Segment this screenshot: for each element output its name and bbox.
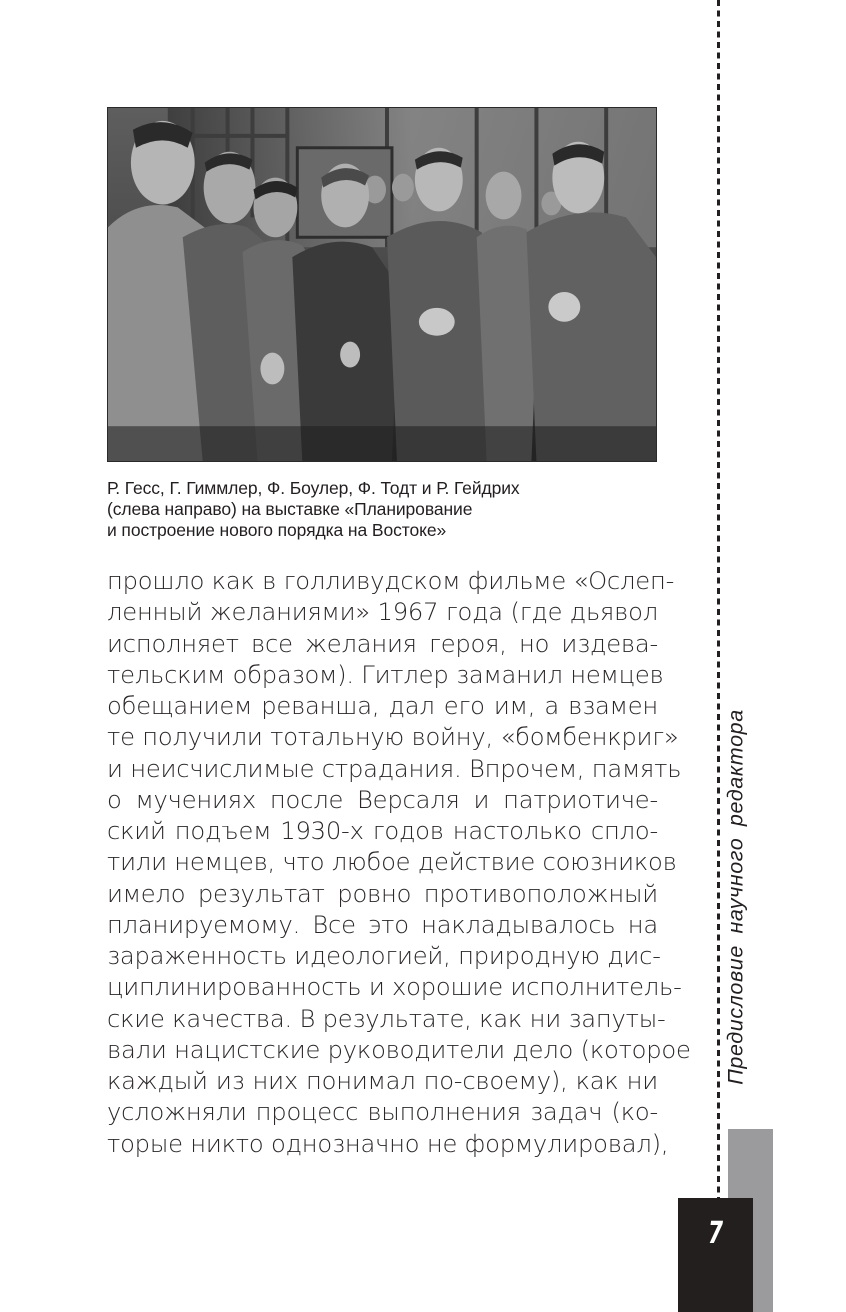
text-line: исполняет все желания героя, но издева- — [107, 629, 658, 658]
page-number: 7 — [707, 1216, 724, 1251]
caption-line: (слева направо) на выставке «Планирование — [107, 498, 473, 519]
body-paragraph — [107, 566, 691, 1160]
text-line: усложняли процесс выполнения задач (ко- — [107, 1098, 658, 1127]
text-line: планируемому. Все это накладывалось на — [107, 910, 658, 939]
archival-photo — [107, 107, 657, 462]
text-line: каждый из них понимал по-своему), как ни — [107, 1067, 658, 1095]
running-head: Предисловие научного редактора — [723, 709, 748, 1085]
text-line: обещанием реванша, дал его им, а взамен — [107, 692, 658, 720]
text-line: имело результат ровно противоположный — [107, 879, 658, 908]
text-line: тельским образом). Гитлер заманил немцев — [107, 660, 664, 689]
text-line: о мучениях после Версаля и патриотиче- — [107, 785, 658, 814]
photo-caption — [107, 478, 577, 540]
text-line: ский подъем 1930-х годов настолько спло- — [107, 817, 658, 845]
text-line: вали нацистские руководители дело (которое — [107, 1035, 691, 1064]
text-line: ские качества. В результате, как ни запуты- — [107, 1004, 666, 1033]
text-line: прошло как в голливудском фильме «Ослеп- — [107, 567, 675, 595]
page-number-box — [678, 1198, 753, 1312]
margin-dashed-rule — [717, 0, 720, 1198]
text-line: зараженность идеологией, природную дис- — [107, 942, 661, 970]
text-line: ленный желаниями» 1967 года (где дьявол — [107, 598, 658, 627]
text-line: те получили тотальную войну, «бомбенкриг» — [107, 723, 679, 752]
text-line: торые никто однозначно не формулировал), — [107, 1129, 669, 1158]
photo-illustration — [108, 108, 656, 461]
caption-line: и построение нового порядка на Востоке» — [107, 519, 447, 540]
text-line: циплинированность и хорошие исполнитель- — [107, 973, 682, 1002]
text-line: и неисчислимые страдания. Впрочем, память — [107, 754, 682, 783]
text-line: тили немцев, что любое действие союзников — [107, 848, 677, 877]
caption-line: Р. Гесс, Г. Гиммлер, Ф. Боулер, Ф. Тодт и Р. Гейдрих — [107, 478, 520, 498]
